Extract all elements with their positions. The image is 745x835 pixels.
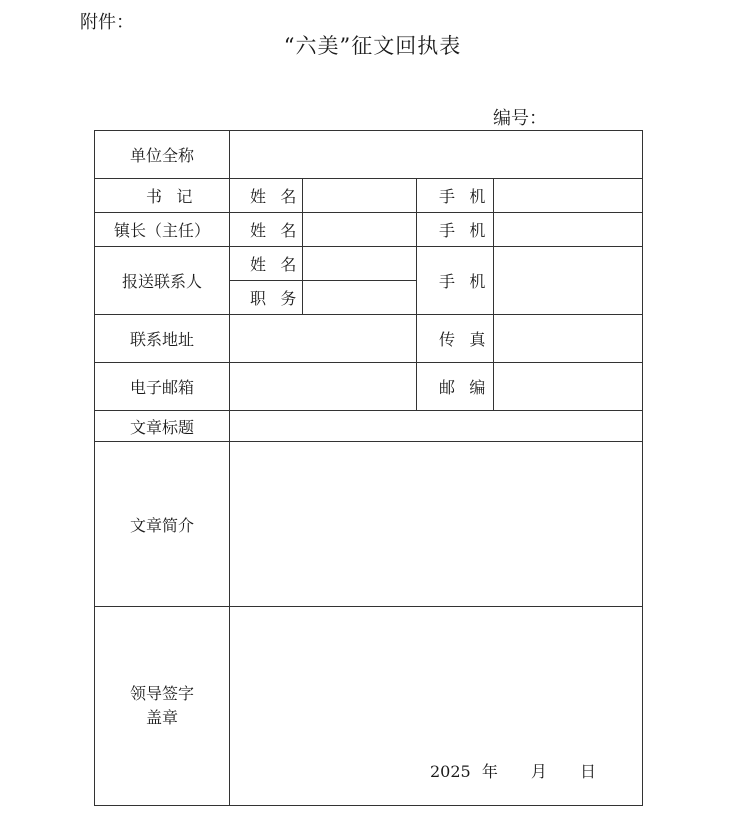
date-day-unit: 日 bbox=[580, 762, 597, 781]
address-label: 联系地址 bbox=[129, 330, 194, 349]
leader-signature-line2: 盖章 bbox=[145, 708, 178, 727]
secretary-name-label: 姓名 bbox=[249, 187, 311, 206]
date-year: 2025 bbox=[430, 762, 471, 781]
article-summary-label: 文章简介 bbox=[129, 515, 194, 535]
fax-label: 传真 bbox=[438, 330, 500, 349]
date-year-unit: 年 bbox=[481, 762, 498, 781]
mayor-name-label: 姓名 bbox=[249, 221, 311, 240]
attachment-label: 附件： bbox=[80, 12, 134, 33]
mayor-mobile-label: 手机 bbox=[438, 221, 500, 240]
leader-signature-label bbox=[95, 607, 229, 805]
secretary-mobile-label: 手机 bbox=[438, 187, 500, 206]
secretary-label: 书记 bbox=[145, 187, 207, 206]
date-month-unit: 月 bbox=[530, 762, 547, 781]
mayor-label: 镇长（主任） bbox=[113, 221, 210, 240]
contact-person-label: 报送联系人 bbox=[121, 272, 202, 291]
article-title-label: 文章标题 bbox=[129, 417, 194, 437]
postcode-label: 邮编 bbox=[438, 378, 500, 397]
contact-position-label: 职务 bbox=[249, 289, 311, 308]
email-label: 电子邮箱 bbox=[129, 378, 194, 397]
serial-number-label: 编号： bbox=[493, 108, 547, 129]
page-title: “六美”征文回执表 bbox=[283, 34, 462, 58]
unit-full-name-label: 单位全称 bbox=[129, 146, 194, 165]
contact-mobile-label: 手机 bbox=[438, 272, 500, 291]
sign-date bbox=[430, 759, 596, 782]
leader-signature-line1: 领导签字 bbox=[129, 684, 194, 703]
contact-name-label: 姓名 bbox=[249, 255, 311, 274]
